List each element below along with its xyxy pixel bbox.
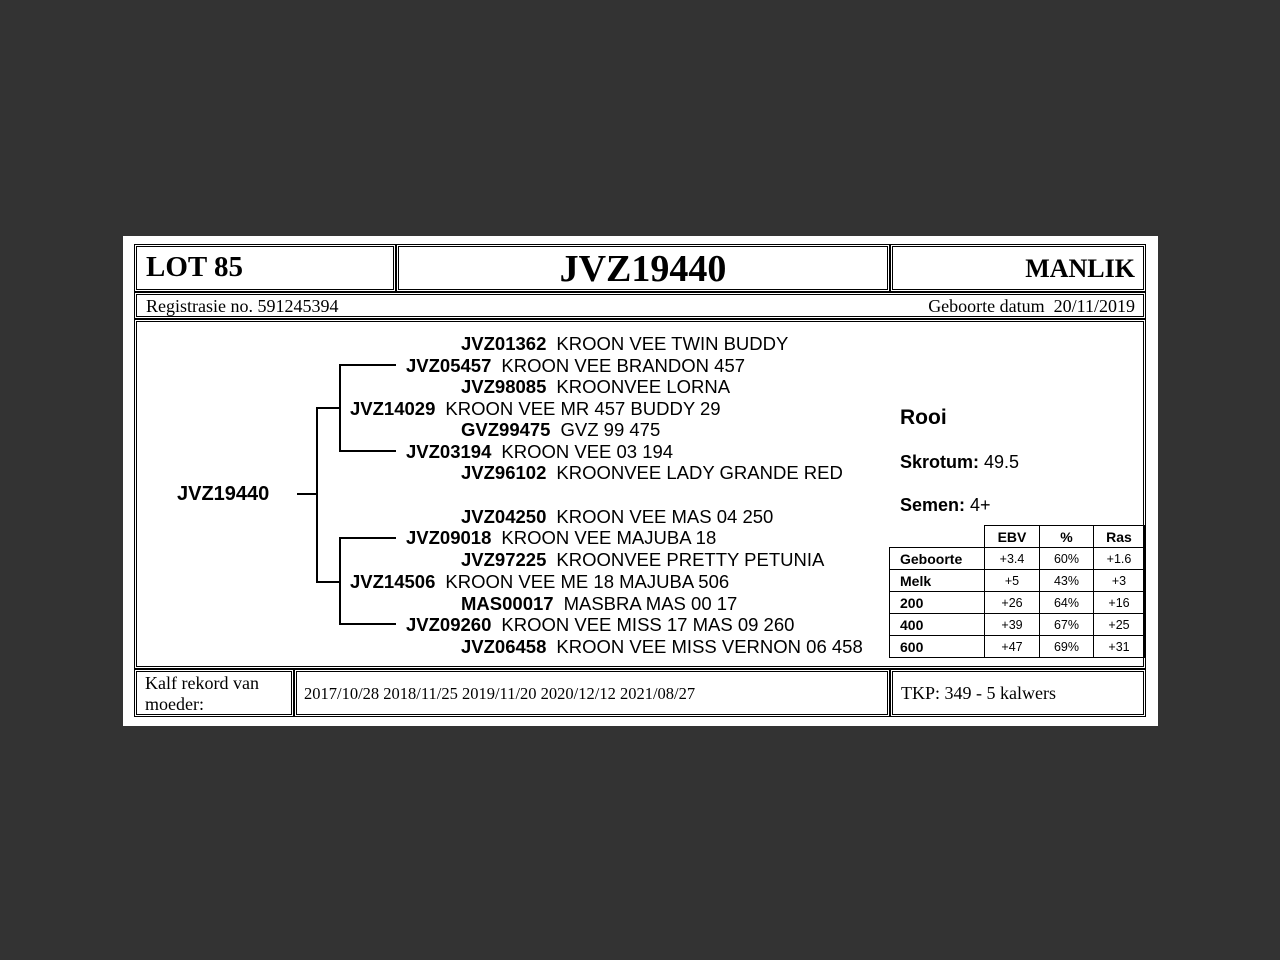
- pedigree-dam-sire: JVZ09018 KROON VEE MAJUBA 18: [406, 527, 717, 548]
- pedigree-sire-dam-dam: JVZ96102 KROONVEE LADY GRANDE RED: [461, 462, 843, 483]
- pedigree-dam-dam-dam: JVZ06458 KROON VEE MISS VERNON 06 458: [461, 636, 863, 657]
- pedigree-sire-dam-sire: GVZ99475 GVZ 99 475: [461, 419, 661, 440]
- table-row: Melk +5 43% +3: [890, 570, 1145, 592]
- lot-number: LOT 85: [146, 251, 243, 283]
- tkp-box: [890, 669, 1146, 717]
- registration-number: Registrasie no. 591245394: [146, 296, 339, 316]
- ebv-header-row: [890, 526, 1145, 548]
- semen-grade: Semen: 4+: [900, 495, 991, 515]
- calf-record-dates: 2017/10/28 2018/11/25 2019/11/20 2020/12/12 2021/08/27: [304, 684, 696, 703]
- table-row: 600 +47 69% +31: [890, 636, 1145, 658]
- calf-record-dates-box: [294, 669, 890, 717]
- pedigree-dam-sire-dam: JVZ97225 KROONVEE PRETTY PETUNIA: [461, 549, 825, 570]
- colour-value: Rooi: [900, 406, 947, 429]
- pedigree-sire: JVZ14029 KROON VEE MR 457 BUDDY 29: [350, 398, 721, 419]
- pedigree-sire-sire-dam: JVZ98085 KROONVEE LORNA: [461, 376, 731, 397]
- pedigree-dam-dam: JVZ09260 KROON VEE MISS 17 MAS 09 260: [406, 614, 795, 635]
- sex-label: MANLIK: [1025, 254, 1135, 283]
- pedigree-subject: JVZ19440: [177, 483, 270, 505]
- pedigree-dam-dam-sire: MAS00017 MASBRA MAS 00 17: [461, 593, 738, 614]
- animal-id-box: [396, 244, 890, 292]
- pedigree-sire-dam: JVZ03194 KROON VEE 03 194: [406, 441, 674, 462]
- tkp-value: TKP: 349 - 5 kalwers: [901, 683, 1056, 703]
- ebv-table: [889, 525, 1145, 658]
- birth-date: Geboorte datum 20/11/2019: [928, 296, 1135, 316]
- calf-record-label-box: [134, 669, 294, 717]
- calf-record-label: Kalf rekord van moeder:: [145, 673, 259, 714]
- lot-card: [123, 236, 1158, 726]
- pedigree-sire-sire: JVZ05457 KROON VEE BRANDON 457: [406, 355, 746, 376]
- table-row: Geboorte +3.4 60% +1.6: [890, 548, 1145, 570]
- pedigree-dam-sire-sire: JVZ04250 KROON VEE MAS 04 250: [461, 506, 774, 527]
- animal-id: JVZ19440: [559, 248, 727, 290]
- ebv-header: EBV: [985, 526, 1040, 548]
- ras-header: Ras: [1094, 526, 1145, 548]
- registration-row: [134, 292, 1146, 319]
- scrotum-measurement: Skrotum: 49.5: [900, 452, 1020, 472]
- sex-box: [890, 244, 1146, 292]
- table-row: 400 +39 67% +25: [890, 614, 1145, 636]
- pct-header: %: [1040, 526, 1094, 548]
- table-row: 200 +26 64% +16: [890, 592, 1145, 614]
- lot-box: [134, 244, 396, 292]
- pedigree-sire-sire-sire: JVZ01362 KROON VEE TWIN BUDDY: [461, 333, 789, 354]
- pedigree-dam: JVZ14506 KROON VEE ME 18 MAJUBA 506: [350, 571, 730, 592]
